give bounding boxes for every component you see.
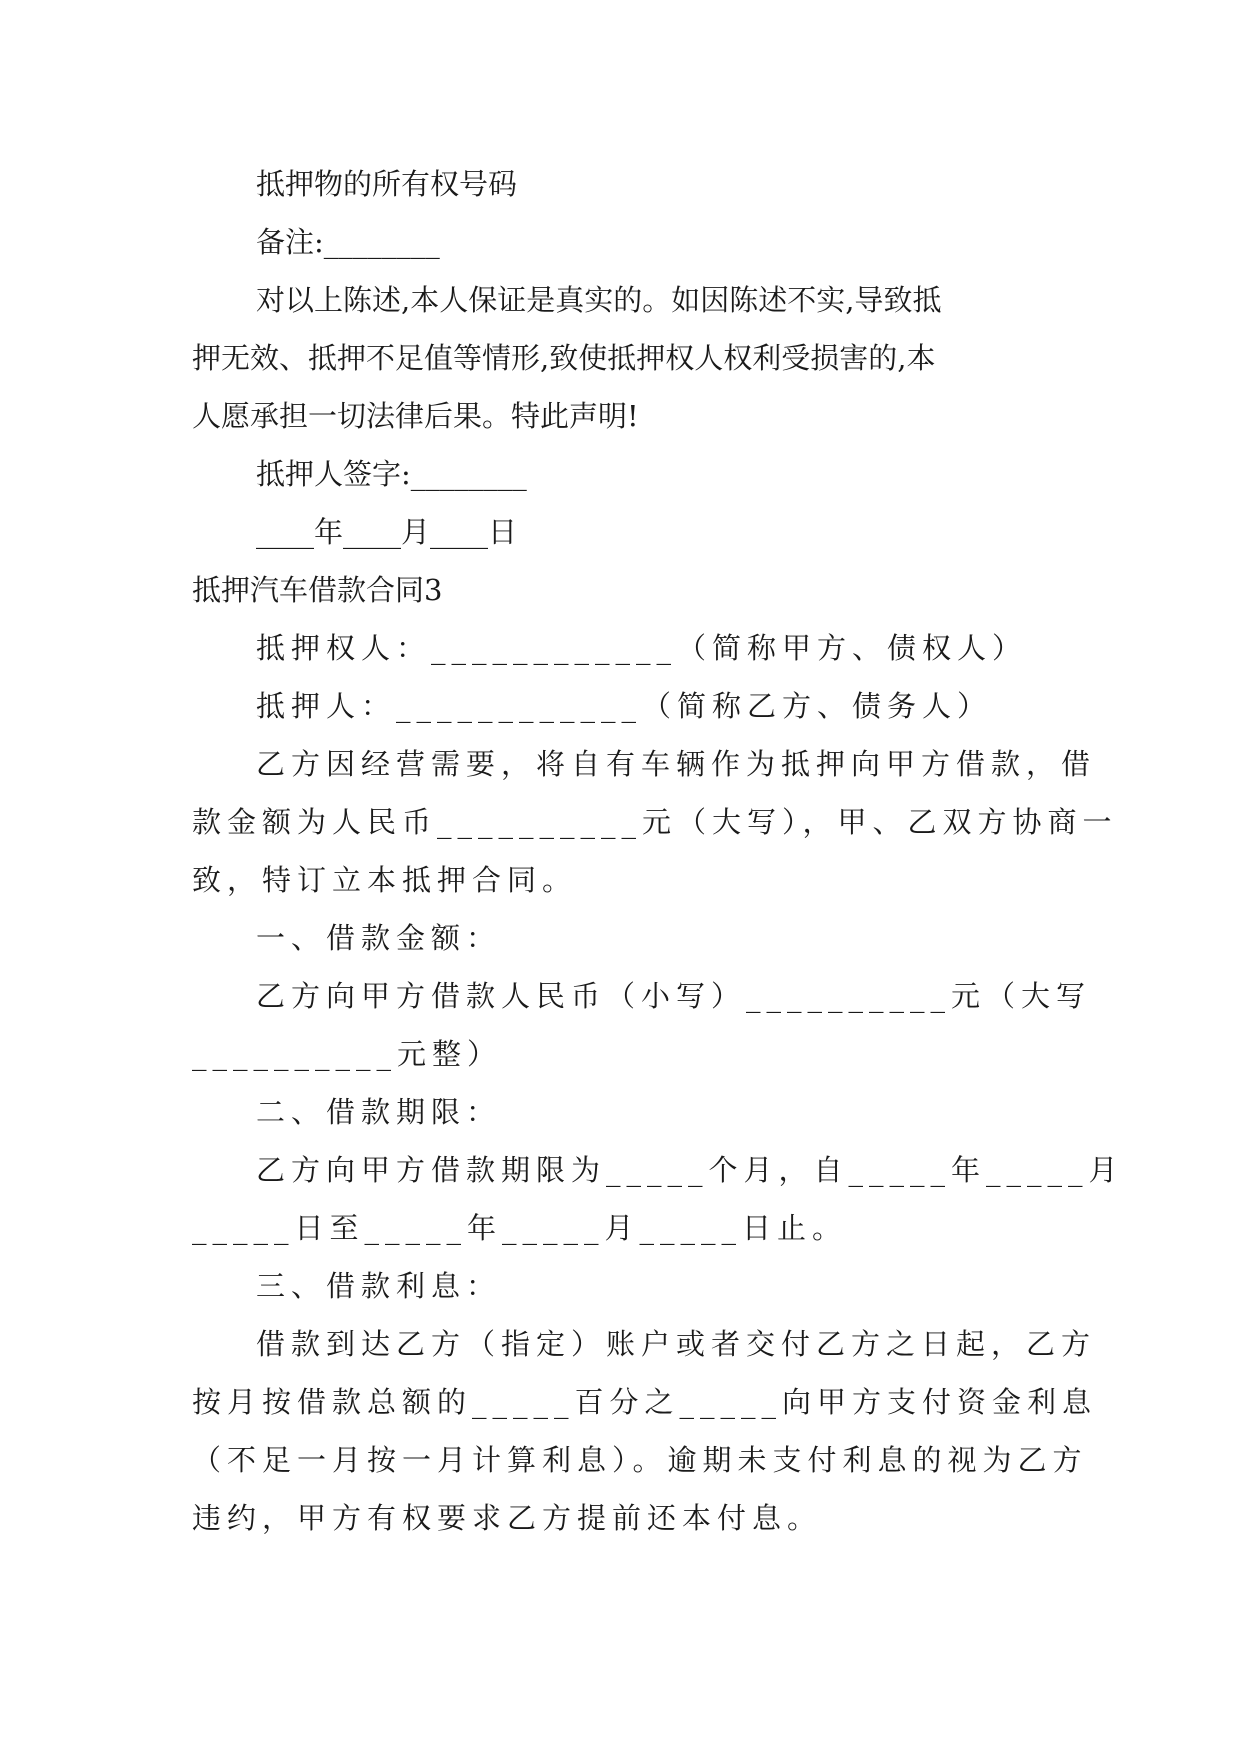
declaration-paragraph-line: 人愿承担一切法律后果。特此声明! xyxy=(192,399,639,433)
date-field: ____年____月____日 xyxy=(256,515,518,549)
section-heading-loan-amount: 一、借款金额： xyxy=(256,921,502,955)
loan-interest-paragraph-line: 借款到达乙方（指定）账户或者交付乙方之日起，乙方 xyxy=(256,1327,1097,1361)
loan-interest-paragraph-line: 按月按借款总额的_____百分之_____向甲方支付资金利息 xyxy=(192,1385,1098,1419)
loan-interest-paragraph-line: （不足一月按一月计算利息）。逾期未支付利息的视为乙方 xyxy=(192,1443,1088,1477)
remarks-field: 备注:________ xyxy=(256,225,440,259)
loan-amount-paragraph-line: __________元整） xyxy=(192,1037,503,1071)
section-heading-loan-interest: 三、借款利息： xyxy=(256,1269,502,1303)
loan-term-paragraph-line: _____日至_____年_____月_____日止。 xyxy=(192,1211,848,1245)
mortgagor-field: 抵押人：____________（简称乙方、债务人） xyxy=(256,689,993,723)
mortgage-ownership-number-label: 抵押物的所有权号码 xyxy=(256,167,518,201)
preamble-paragraph-line: 款金额为人民币__________元（大写），甲、乙双方协商一 xyxy=(192,805,1118,839)
mortgagor-signature-field: 抵押人签字:________ xyxy=(256,457,527,491)
loan-amount-paragraph-line: 乙方向甲方借款人民币（小写）__________元（大写 xyxy=(256,979,1092,1013)
contract-title: 抵押汽车借款合同3 xyxy=(192,573,443,607)
declaration-paragraph-line: 押无效、抵押不足值等情形,致使抵押权人权利受损害的,本 xyxy=(192,341,936,375)
mortgagee-field: 抵押权人：____________（简称甲方、债权人） xyxy=(256,631,1028,665)
preamble-paragraph-line: 致，特订立本抵押合同。 xyxy=(192,863,578,897)
declaration-paragraph-line: 对以上陈述,本人保证是真实的。如因陈述不实,导致抵 xyxy=(256,283,942,317)
section-heading-loan-term: 二、借款期限： xyxy=(256,1095,502,1129)
loan-term-paragraph-line: 乙方向甲方借款期限为_____个月，自_____年_____月 xyxy=(256,1153,1124,1187)
preamble-paragraph-line: 乙方因经营需要，将自有车辆作为抵押向甲方借款，借 xyxy=(256,747,1097,781)
loan-interest-paragraph-line: 违约，甲方有权要求乙方提前还本付息。 xyxy=(192,1501,823,1535)
